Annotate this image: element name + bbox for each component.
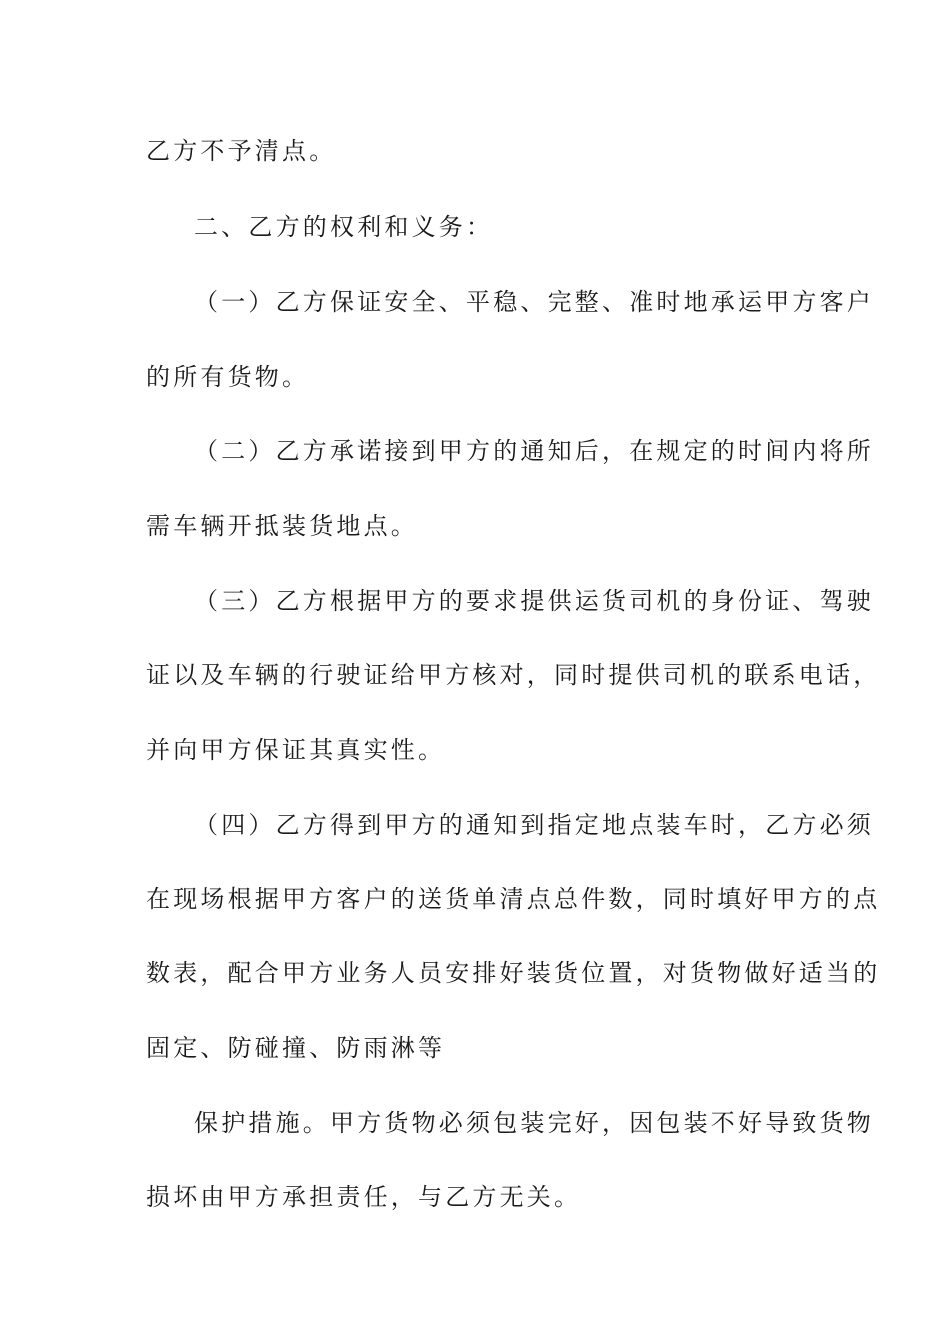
text-line: 损坏由甲方承担责任，与乙方无关。 xyxy=(146,1183,582,1211)
text-line: （四）乙方得到甲方的通知到指定地点装车时，乙方必须 xyxy=(194,811,874,839)
text-line: （三）乙方根据甲方的要求提供运货司机的身份证、驾驶 xyxy=(194,587,874,615)
text-line: 的所有货物。 xyxy=(146,363,310,391)
text-line: （一）乙方保证安全、平稳、完整、准时地承运甲方客户 xyxy=(194,288,874,316)
text-line: （二）乙方承诺接到甲方的通知后，在规定的时间内将所 xyxy=(194,437,874,465)
text-line: 并向甲方保证其真实性。 xyxy=(146,736,446,764)
text-line: 数表，配合甲方业务人员安排好装货位置，对货物做好适当的 xyxy=(146,959,881,987)
text-line: 需车辆开抵装货地点。 xyxy=(146,512,418,540)
text-line: 在现场根据甲方客户的送货单清点总件数，同时填好甲方的点 xyxy=(146,885,881,913)
section-heading: 二、乙方的权利和义务： xyxy=(194,213,494,241)
text-line: 证以及车辆的行驶证给甲方核对，同时提供司机的联系电话， xyxy=(146,661,881,689)
text-line: 固定、防碰撞、防雨淋等 xyxy=(146,1034,446,1062)
text-line: 乙方不予清点。 xyxy=(146,137,337,165)
text-line: 保护措施。甲方货物必须包装完好，因包装不好导致货物 xyxy=(194,1109,874,1137)
